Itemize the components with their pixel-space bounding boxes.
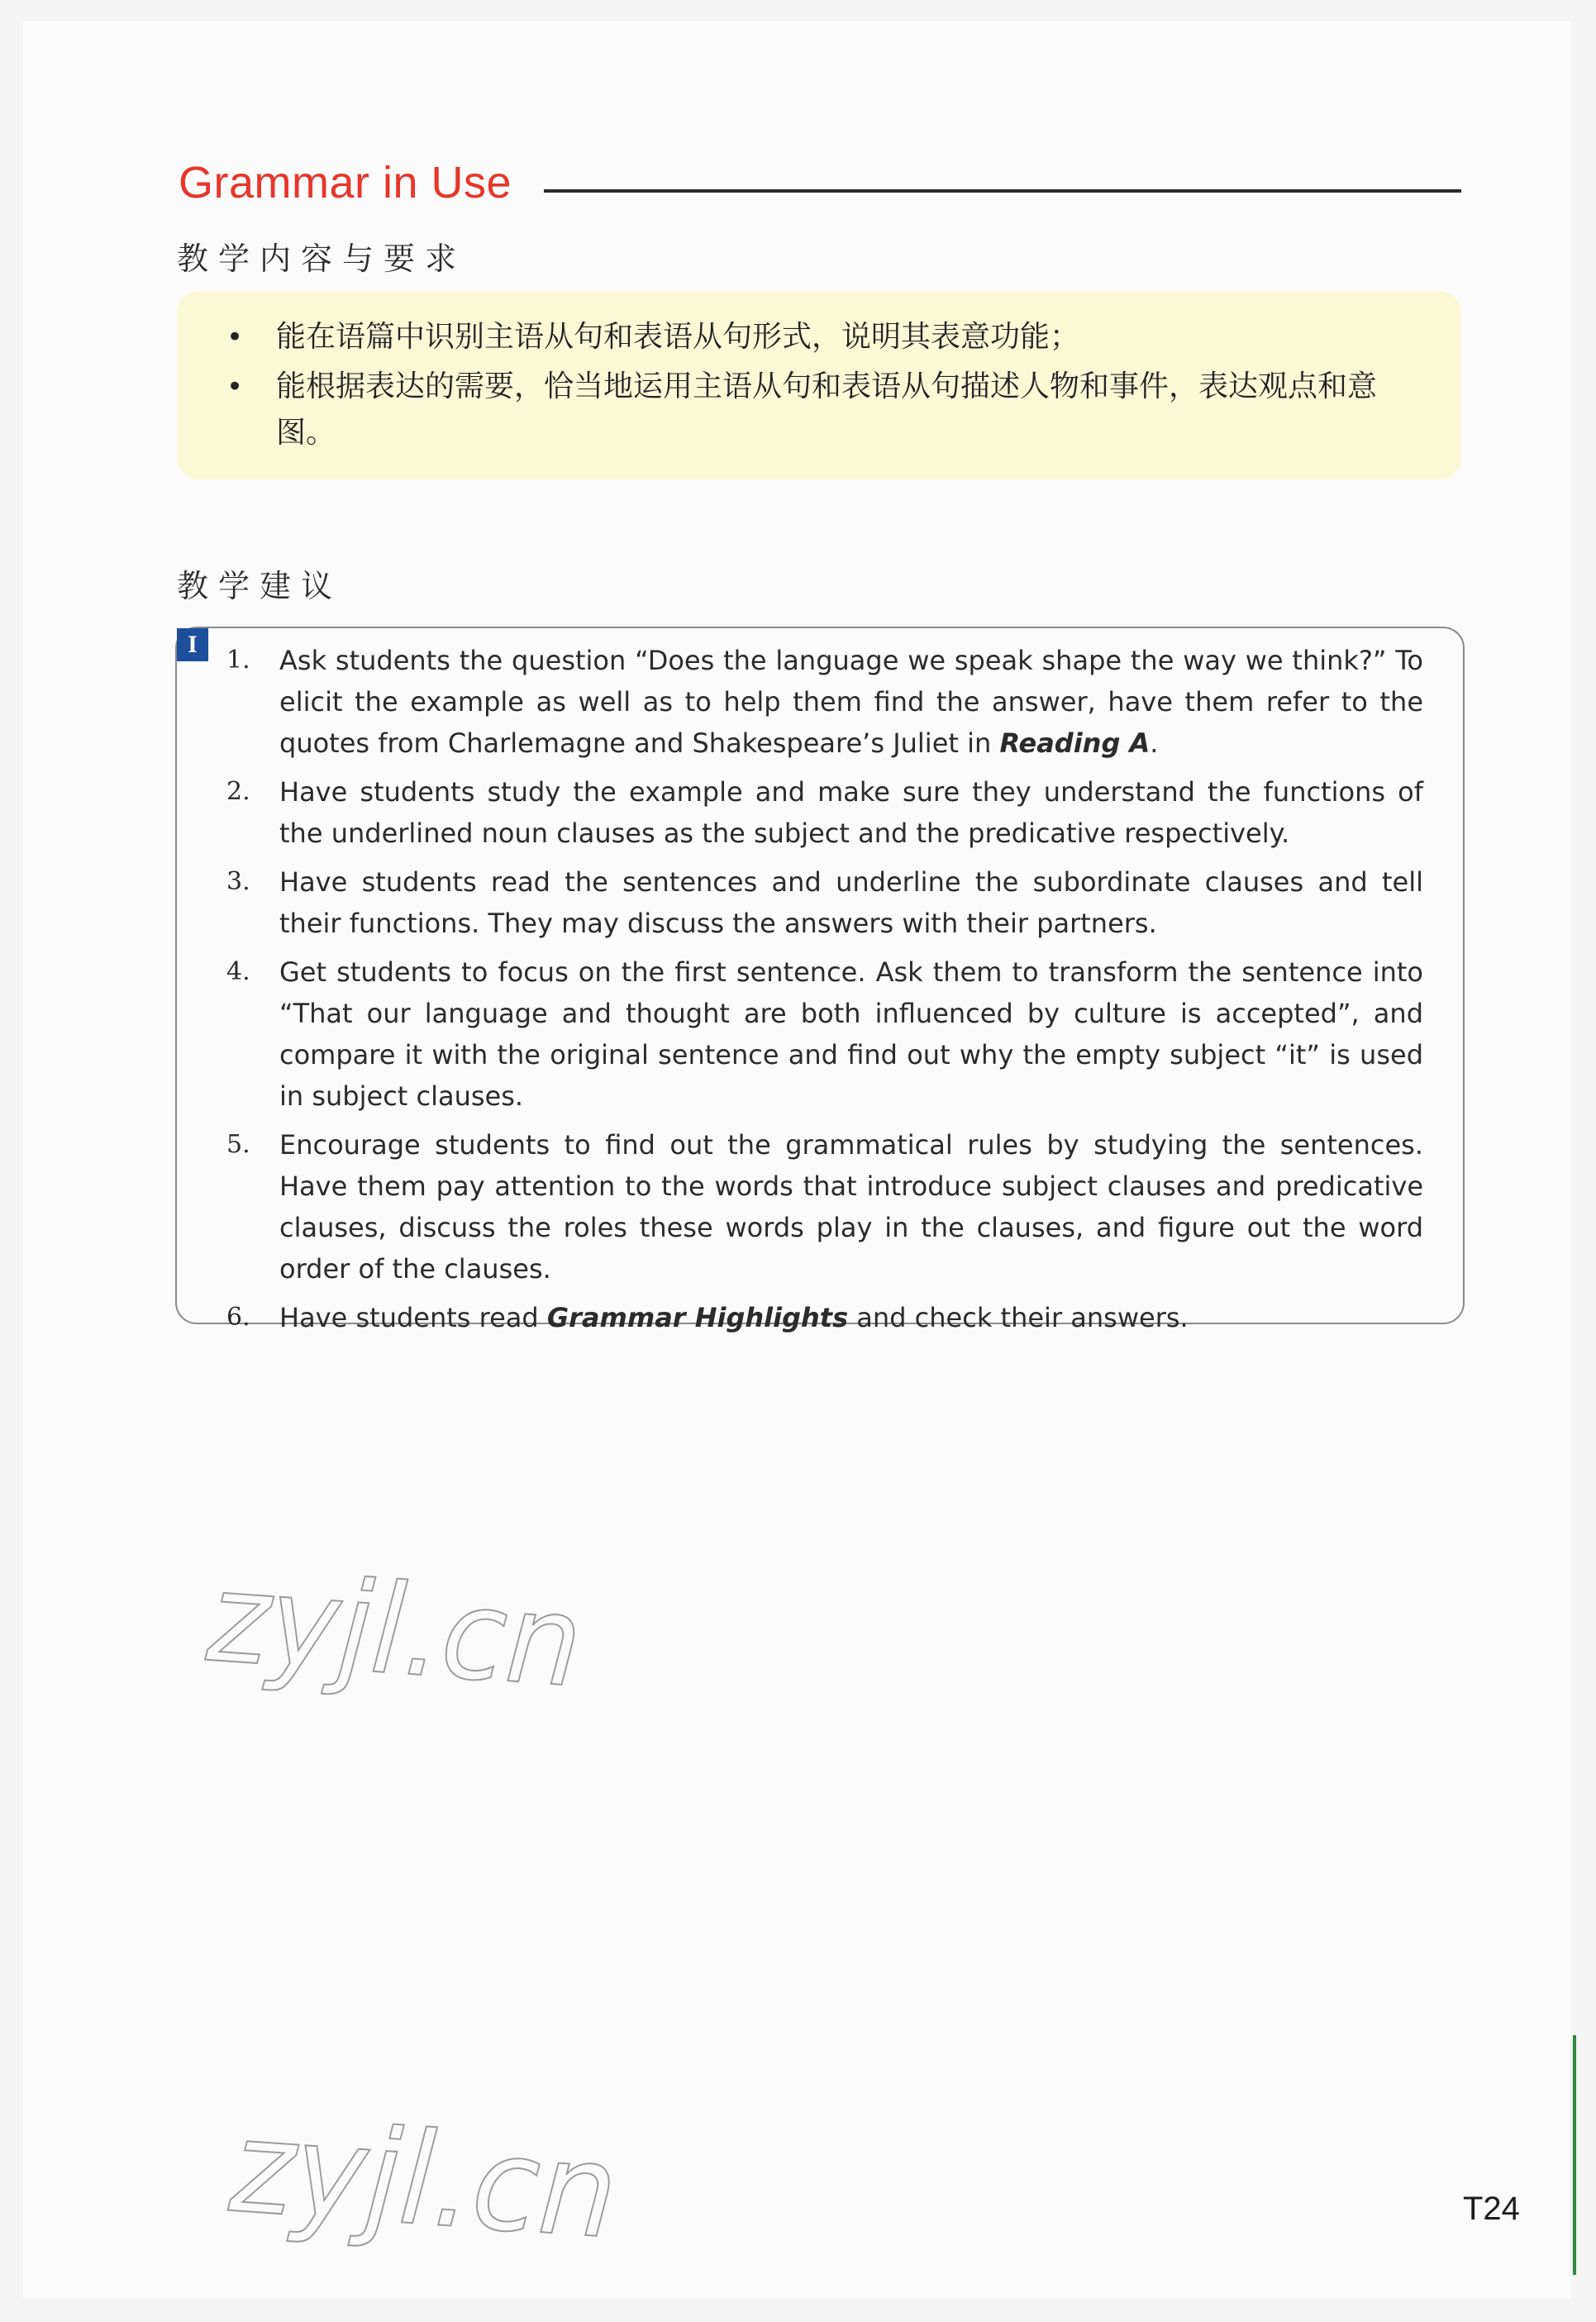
step-item: [226, 771, 1423, 854]
requirement-item: [226, 364, 1417, 456]
watermark: zyjl.cn: [202, 1546, 587, 1716]
step-number: 6.: [226, 1303, 250, 1332]
step-number: 4.: [226, 957, 250, 986]
step-item: [226, 861, 1423, 944]
requirements-list: [226, 314, 1417, 460]
bullet-icon: •: [226, 370, 244, 403]
step-text: Get students to focus on the first sentence. Ask them to transform the sentence into “That our language and thought are both influenced by culture is accepted”, and compare it with the original sentence and find out why the empty subject “it” is used in subject clauses.: [279, 956, 1423, 1112]
step-text: Have students read the sentences and underline the subordinate clauses and tell their functions. They may discuss the answers with their partners.: [279, 866, 1423, 939]
steps-list: [226, 640, 1423, 1346]
step-number: 5.: [226, 1130, 250, 1159]
step-item: [226, 640, 1423, 764]
requirements-box: [177, 291, 1461, 479]
step-emphasis: Reading A: [999, 727, 1151, 759]
step-text: Have students study the example and make sure they understand the functions of the underlined noun clauses as the subject and the predicative respectively.: [279, 776, 1423, 849]
step-item: [226, 951, 1423, 1117]
section-tag: I: [177, 628, 208, 661]
section-title: Grammar in Use: [179, 158, 512, 207]
step-number: 1.: [226, 646, 250, 675]
step-text-end: and check their answers.: [848, 1302, 1189, 1333]
step-text: Ask students the question “Does the language we speak shape the way we think?” To elicit the example as well as to help them find the answer, have them refer to the quotes from Charlemagne and Shakespeare’s Juliet in: [279, 645, 1423, 759]
section-header: [179, 157, 1461, 215]
bullet-icon: •: [226, 321, 244, 354]
suggestions-box: [175, 627, 1465, 1333]
requirement-item: [226, 314, 1417, 360]
step-number: 3.: [226, 867, 250, 896]
step-text: Have students read: [279, 1302, 547, 1333]
step-item: [226, 1297, 1423, 1338]
requirement-text: 能根据表达的需要，恰当地运用主语从句和表语从句描述人物和事件，表达观点和意图。: [276, 370, 1378, 450]
step-text: Encourage students to find out the grammatical rules by studying the sentences. Have them pay attention to the words that introduce subject clauses and predicative clauses, discuss the roles these words play in the clauses, and figure out the word order of the clauses.: [279, 1129, 1423, 1285]
title-rule: [544, 189, 1461, 193]
step-text-end: .: [1150, 727, 1159, 759]
requirements-heading: 教学内容与要求: [177, 241, 467, 277]
requirement-text: 能在语篇中识别主语从句和表语从句形式，说明其表意功能；: [276, 320, 1080, 354]
page-number: T24: [1463, 2191, 1520, 2227]
step-number: 2.: [226, 777, 250, 806]
suggestions-heading: 教学建议: [177, 568, 343, 604]
step-item: [226, 1124, 1423, 1290]
step-emphasis: Grammar Highlights: [546, 1302, 849, 1333]
page-edge-mark: [1573, 2035, 1576, 2275]
watermark: zyjl.cn: [226, 2091, 622, 2268]
